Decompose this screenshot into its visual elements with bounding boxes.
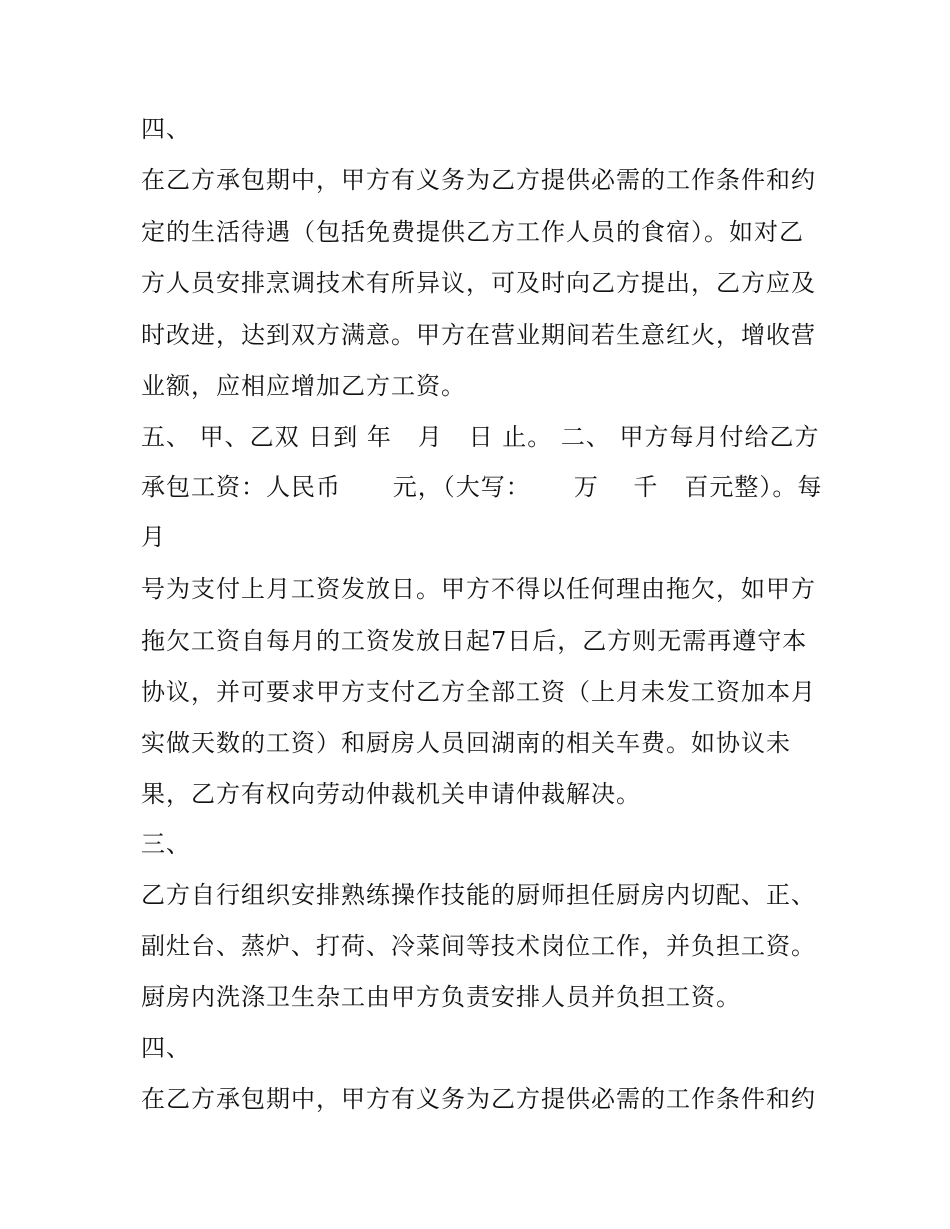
paragraph-line: 拖欠工资自每月的工资发放日起7日后，乙方则无需再遵守本 [141, 627, 808, 655]
paragraph-line: 副灶台、蒸炉、打荷、冷菜间等技术岗位工作，并负担工资。 [141, 932, 816, 960]
paragraph-line: 协议，并可要求甲方支付乙方全部工资（上月未发工资加本月 [141, 678, 816, 706]
section-heading: 四、 [141, 115, 191, 143]
paragraph-line: 月 [141, 523, 166, 551]
paragraph-line: 定的生活待遇（包括免费提供乙方工作人员的食宿）。如对乙 [141, 218, 804, 246]
section-heading: 四、 [141, 1034, 191, 1062]
paragraph-line: 乙方自行组织安排熟练操作技能的厨师担任厨房内切配、正、 [141, 881, 816, 909]
paragraph-line: 承包工资：人民币 元，（大写： 万 千 百元整）。每 [141, 473, 823, 501]
paragraph-line: 厨房内洗涤卫生杂工由甲方负责安排人员并负担工资。 [141, 983, 741, 1011]
section-heading: 三、 [141, 830, 191, 858]
paragraph-line: 方人员安排烹调技术有所异议，可及时向乙方提出，乙方应及 [141, 269, 816, 297]
paragraph-line: 果，乙方有权向劳动仲裁机关申请仲裁解决。 [141, 780, 641, 808]
paragraph-line: 号为支付上月工资发放日。甲方不得以任何理由拖欠，如甲方 [141, 575, 816, 603]
paragraph-line: 时改进，达到双方满意。甲方在营业期间若生意红火，增收营 [141, 321, 816, 349]
paragraph-line: 在乙方承包期中，甲方有义务为乙方提供必需的工作条件和约 [141, 1085, 816, 1113]
paragraph-line: 五、 甲、乙双 日到 年 月 日 止。 二、 甲方每月付给乙方 [141, 423, 820, 451]
paragraph-line: 业额，应相应增加乙方工资。 [141, 372, 466, 400]
paragraph-line: 实做天数的工资）和厨房人员回湖南的相关车费。如协议未 [141, 729, 791, 757]
paragraph-line: 在乙方承包期中，甲方有义务为乙方提供必需的工作条件和约 [141, 166, 816, 194]
